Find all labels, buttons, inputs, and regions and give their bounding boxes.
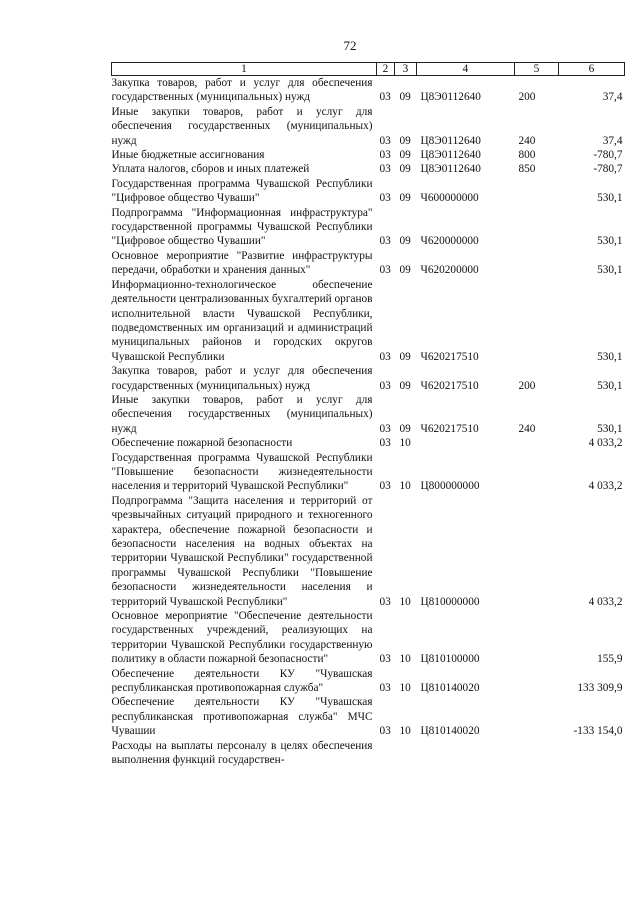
row-amount: 530,1 (597, 235, 623, 248)
row-name: Информационно-технологическое обеспечение деятельности централизованных бухгалтерий органов исполнительной власти Чувашской Республики, подведомственных им организаций и администраций муниципальных районов и городских округов Чувашской Республики (111, 278, 373, 363)
table-row (112, 278, 625, 364)
row-razdel: 03 (379, 235, 391, 248)
row-razdel: 03 (379, 422, 391, 435)
table-row (112, 162, 625, 176)
table-row (112, 364, 625, 393)
table-row (112, 76, 625, 105)
table-row (112, 177, 625, 206)
row-target-code (417, 436, 515, 450)
row-razdel: 03 (379, 480, 391, 493)
row-name: Закупка товаров, работ и услуг для обеспечения государственных (муниципальных) нужд (111, 365, 373, 392)
row-podrazdel: 09 (399, 264, 411, 277)
page-number: 72 (343, 38, 357, 53)
row-target-code: Ч620217510 (420, 350, 479, 363)
row-podrazdel: 09 (399, 422, 411, 435)
row-amount: 4 033,2 (588, 595, 623, 608)
row-podrazdel: 10 (399, 437, 411, 450)
row-expense-type (515, 249, 559, 278)
header-col-5: 5 (515, 63, 559, 76)
row-expense-type (515, 278, 559, 364)
row-podrazdel: 09 (399, 163, 411, 176)
row-expense-type (515, 436, 559, 450)
row-target-code: Ч620217510 (420, 422, 479, 435)
row-target-code: Ч600000000 (420, 192, 479, 205)
row-target-code: Ц8Э0112640 (420, 91, 481, 104)
row-amount: 530,1 (597, 264, 623, 277)
row-expense-type (515, 451, 559, 494)
table-row (112, 249, 625, 278)
table-row (112, 105, 625, 148)
row-name: Обеспечение пожарной безопасности (111, 437, 293, 450)
header-col-3: 3 (395, 63, 417, 76)
table-body (112, 76, 625, 768)
row-podrazdel: 10 (399, 725, 411, 738)
row-podrazdel: 10 (399, 480, 411, 493)
row-razdel: 03 (379, 379, 391, 392)
table-row (112, 609, 625, 667)
row-expense-type (515, 667, 559, 696)
row-expense-type: 240 (518, 422, 536, 435)
row-expense-type: 800 (518, 149, 536, 162)
header-col-2: 2 (377, 63, 395, 76)
row-expense-type: 200 (518, 379, 536, 392)
row-target-code: Ц810000000 (420, 595, 480, 608)
header-col-4: 4 (417, 63, 515, 76)
table-row (112, 206, 625, 249)
row-amount: 530,1 (597, 379, 623, 392)
row-razdel: 03 (379, 91, 391, 104)
row-name: Иные бюджетные ассигнования (111, 149, 265, 162)
row-amount: 4 033,2 (588, 437, 623, 450)
table-row (112, 393, 625, 436)
row-amount: -780,7 (593, 163, 623, 176)
header-col-6: 6 (559, 63, 625, 76)
row-amount: 37,4 (602, 134, 623, 147)
row-expense-type (515, 494, 559, 609)
row-expense-type: 240 (518, 134, 536, 147)
row-target-code: Ч620200000 (420, 264, 479, 277)
row-name: Уплата налогов, сборов и иных платежей (111, 163, 310, 176)
row-podrazdel (395, 739, 417, 768)
row-target-code: Ч620000000 (420, 235, 479, 248)
row-name: Расходы на выплаты персоналу в целях обеспечения выполнения функций государствен- (111, 739, 373, 767)
row-razdel: 03 (379, 350, 391, 363)
row-name: Государственная программа Чувашской Республики "Цифровое общество Чуваши" (111, 177, 373, 205)
row-razdel: 03 (379, 163, 391, 176)
row-podrazdel: 09 (399, 149, 411, 162)
row-name: Обеспечение деятельности КУ "Чувашская республиканская противопожарная служба" (111, 667, 373, 695)
row-expense-type (515, 739, 559, 768)
row-razdel: 03 (379, 192, 391, 205)
row-razdel: 03 (379, 595, 391, 608)
row-expense-type: 850 (518, 163, 536, 176)
budget-table (111, 62, 625, 768)
row-amount: 530,1 (597, 350, 623, 363)
row-name: Обеспечение деятельности КУ "Чувашская республиканская противопожарная служба" МЧС Чувашии (111, 696, 373, 738)
row-podrazdel: 09 (399, 91, 411, 104)
row-podrazdel: 09 (399, 350, 411, 363)
header-col-1: 1 (112, 63, 377, 76)
row-podrazdel: 09 (399, 192, 411, 205)
row-target-code: Ц810140020 (420, 725, 480, 738)
row-target-code: Ц8Э0112640 (420, 163, 481, 176)
row-podrazdel: 09 (399, 379, 411, 392)
row-name: Закупка товаров, работ и услуг для обеспечения государственных (муниципальных) нужд (111, 77, 373, 104)
row-podrazdel: 10 (399, 595, 411, 608)
row-razdel: 03 (379, 149, 391, 162)
row-podrazdel: 10 (399, 682, 411, 695)
header-row (112, 63, 625, 76)
row-target-code (417, 739, 515, 768)
row-name: Основное мероприятие "Обеспечение деятельности государственных учреждений, реализующих на территории Чувашской Республики государственную политику в области пожарной безопасности" (111, 610, 373, 666)
row-name: Основное мероприятие "Развитие инфраструктуры передачи, обработки и хранения данных" (111, 249, 373, 277)
row-amount: -133 154,0 (573, 725, 623, 738)
table-row (112, 695, 625, 738)
row-razdel: 03 (379, 437, 391, 450)
row-target-code: Ц8Э0112640 (420, 149, 481, 162)
row-amount: 37,4 (602, 91, 623, 104)
row-amount: 530,1 (597, 422, 623, 435)
table-row (112, 667, 625, 696)
row-name: Иные закупки товаров, работ и услуг для обеспечения государственных (муниципальных) нужд (111, 393, 373, 435)
row-expense-type (515, 695, 559, 738)
row-podrazdel: 10 (399, 653, 411, 666)
table-row (112, 739, 625, 768)
table-row (112, 436, 625, 450)
row-expense-type (515, 609, 559, 667)
table-row (112, 451, 625, 494)
row-target-code: Ц800000000 (420, 480, 480, 493)
row-razdel: 03 (379, 264, 391, 277)
row-name: Подпрограмма "Защита населения и территорий от чрезвычайных ситуаций природного и техногенного характера, обеспечение пожарной безопасности и безопасности населения на водных объектах на территории Чувашской Республики" государственной программы Чувашской Республики "Повышение безопасности жизнедеятельности населения и территорий Чувашской Республики" (111, 494, 373, 608)
row-razdel: 03 (379, 682, 391, 695)
row-name: Государственная программа Чувашской Республики "Повышение безопасности жизнедеятельности населения и территорий Чувашской Республики" (111, 451, 373, 493)
row-expense-type: 200 (518, 91, 536, 104)
table-row (112, 148, 625, 162)
row-expense-type (515, 177, 559, 206)
row-razdel: 03 (379, 134, 391, 147)
row-name: Иные закупки товаров, работ и услуг для обеспечения государственных (муниципальных) нужд (111, 105, 373, 147)
row-amount: -780,7 (593, 149, 623, 162)
row-target-code: Ц8Э0112640 (420, 134, 481, 147)
row-target-code: Ч620217510 (420, 379, 479, 392)
row-razdel (377, 739, 395, 768)
row-expense-type (515, 206, 559, 249)
row-target-code: Ц810140020 (420, 682, 480, 695)
row-amount: 155,9 (597, 653, 623, 666)
row-amount: 4 033,2 (588, 480, 623, 493)
table-row (112, 494, 625, 609)
row-amount (559, 739, 625, 768)
row-target-code: Ц810100000 (420, 653, 480, 666)
row-razdel: 03 (379, 653, 391, 666)
row-podrazdel: 09 (399, 235, 411, 248)
row-podrazdel: 09 (399, 134, 411, 147)
row-name: Подпрограмма "Информационная инфраструктура" государственной программы Чувашской Республики "Цифровое общество Чувашии" (111, 206, 373, 248)
row-amount: 133 309,9 (577, 682, 623, 695)
row-amount: 530,1 (597, 192, 623, 205)
row-razdel: 03 (379, 725, 391, 738)
